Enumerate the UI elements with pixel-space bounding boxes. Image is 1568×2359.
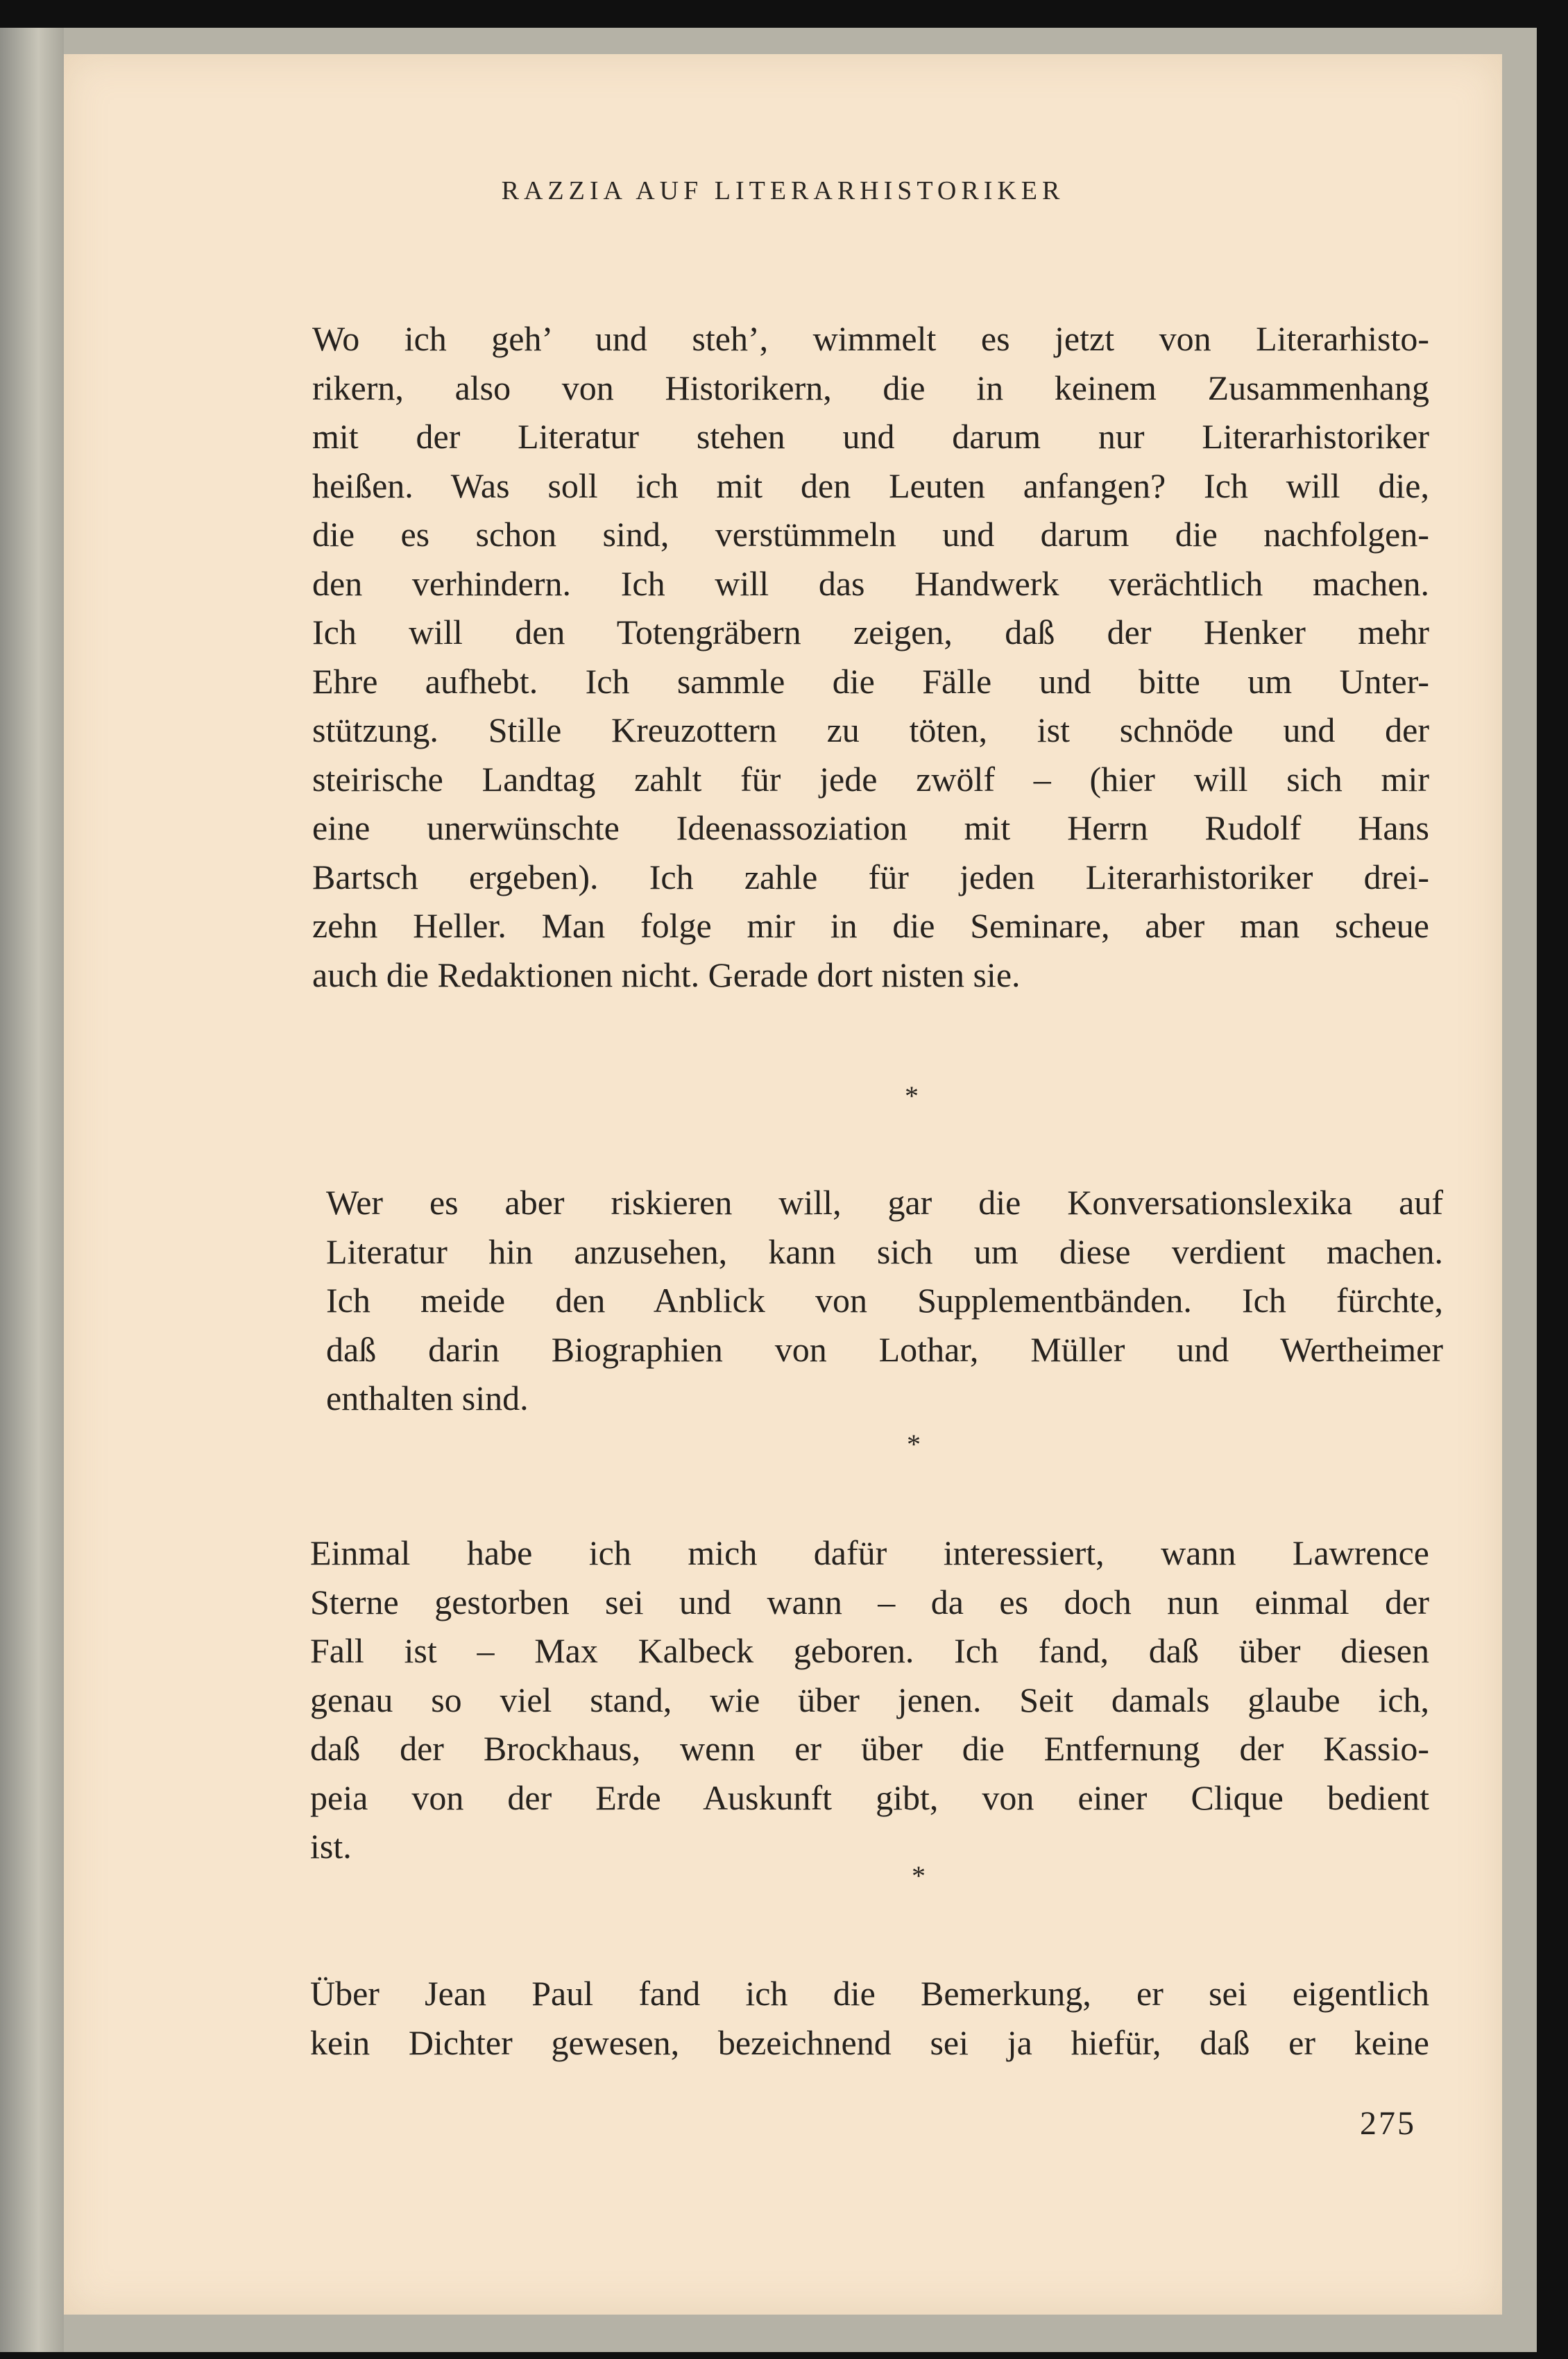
text-line: die es schon sind, verstümmeln und darum die nachfolgen- — [312, 515, 1429, 554]
back-sheet-edge — [0, 28, 64, 2352]
text-line: Wo ich geh’ und steh’, wimmelt es jetzt von Literarhisto- — [312, 319, 1429, 358]
paragraph-2 — [326, 1178, 1443, 1423]
section-separator-star: * — [905, 1080, 919, 1112]
text-line: genau so viel stand, wie über jenen. Seit damals glaube ich, — [310, 1680, 1429, 1719]
page-number: 275 — [1360, 2105, 1416, 2142]
text-line: Ich will den Totengräbern zeigen, daß der Henker mehr — [312, 613, 1429, 652]
paragraph-3 — [310, 1528, 1429, 1871]
text-line: den verhindern. Ich will das Handwerk verächtlich machen. — [312, 563, 1429, 603]
text-line: zehn Heller. Man folge mir in die Seminare, aber man scheue — [312, 906, 1429, 945]
text-line: stützung. Stille Kreuzottern zu töten, ist schnöde und der — [312, 710, 1429, 749]
text-line: rikern, also von Historikern, die in keinem Zusammenhang — [312, 368, 1429, 407]
text-line: Einmal habe ich mich dafür interessiert, wann Lawrence — [310, 1533, 1429, 1572]
section-separator-star: * — [907, 1429, 921, 1460]
text-line: heißen. Was soll ich mit den Leuten anfangen? Ich will die, — [312, 466, 1429, 505]
paragraph-1 — [312, 314, 1429, 999]
text-line: Sterne gestorben sei und wann – da es doch nun einmal der — [310, 1582, 1429, 1621]
text-line: kein Dichter gewesen, bezeichnend sei ja hiefür, daß er keine — [310, 2022, 1429, 2062]
text-line: daß der Brockhaus, wenn er über die Entfernung der Kassio- — [310, 1729, 1429, 1768]
text-line: ist. — [310, 1827, 352, 1866]
text-line: peia von der Erde Auskunft gibt, von einer Clique bedient — [310, 1778, 1429, 1817]
text-line: Ich meide den Anblick von Supplementbänden. Ich fürchte, — [326, 1281, 1443, 1320]
text-line: steirische Landtag zahlt für jede zwölf – (hier will sich mir — [312, 759, 1429, 799]
text-line: Bartsch ergeben). Ich zahle für jeden Literarhistoriker drei- — [312, 857, 1429, 896]
text-line: auch die Redaktionen nicht. Gerade dort nisten sie. — [312, 955, 1021, 994]
text-line: Ehre aufhebt. Ich sammle die Fälle und bitte um Unter- — [312, 661, 1429, 701]
book-page — [64, 54, 1502, 2315]
running-title: RAZZIA AUF LITERARHISTORIKER — [501, 176, 1065, 205]
paragraph-4 — [310, 1969, 1429, 2067]
text-line: Wer es aber riskieren will, gar die Konversationslexika auf — [326, 1183, 1443, 1222]
text-line: Fall ist – Max Kalbeck geboren. Ich fand, daß über diesen — [310, 1631, 1429, 1670]
text-line: mit der Literatur stehen und darum nur Literarhistoriker — [312, 417, 1429, 456]
text-line: eine unerwünschte Ideenassoziation mit Herrn Rudolf Hans — [312, 808, 1429, 847]
text-line: enthalten sind. — [326, 1379, 529, 1417]
section-separator-star: * — [912, 1860, 926, 1891]
text-line: daß darin Biographien von Lothar, Müller und Wertheimer — [326, 1329, 1443, 1369]
text-line: Literatur hin anzusehen, kann sich um diese verdient machen. — [326, 1232, 1443, 1271]
text-line: Über Jean Paul fand ich die Bemerkung, er sei eigentlich — [310, 1974, 1429, 2013]
